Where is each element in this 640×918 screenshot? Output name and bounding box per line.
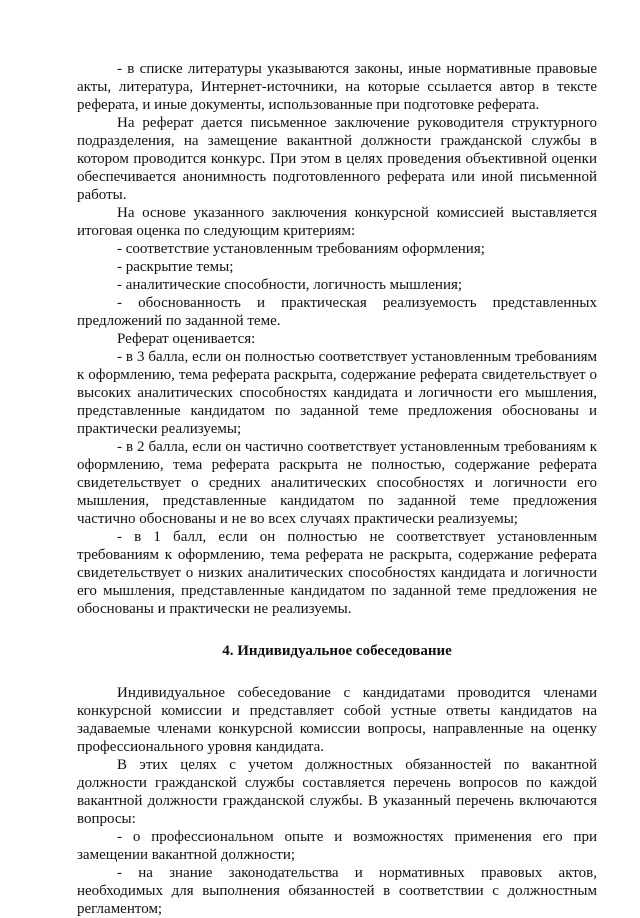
paragraph-literature-list: - в списке литературы указываются законы, иные нормативные правовые акты, литература, Интернет-источники, на которые ссылается автор в тексте реферата, и иные документы, использованные при подготовке реферата. <box>77 61 597 113</box>
question-professional-experience: - о профессиональном опыте и возможностях применения его при замещении вакантной должности; <box>77 829 597 863</box>
criterion-formatting: - соответствие установленным требованиям оформления; <box>117 241 485 257</box>
criterion-topic-disclosure: - раскрытие темы; <box>117 259 234 275</box>
criterion-proposals-feasibility: - обоснованность и практическая реализуемость представленных предложений по заданной теме. <box>77 295 597 329</box>
question-legislation-knowledge: - на знание законодательства и нормативных правовых актов, необходимых для выполнения обязанностей в соответствии с должностным регламентом; <box>77 865 597 917</box>
paragraph-essay-grading: Реферат оценивается: <box>117 331 256 347</box>
document-page <box>77 60 597 918</box>
grade-1-point: - в 1 балл, если он полностью не соответствует установленным требованиям к оформлению, тема реферата не раскрыта, содержание реферата свидетельствует о низких аналитических способностях кандидата и логичности его мышления, представленные кандидатом по заданной теме предложения не обоснованы и практически не реализуемы. <box>77 529 597 617</box>
grade-2-points: - в 2 балла, если он частично соответствует установленным требованиям к оформлению, тема реферата раскрыта не полностью, содержание реферата свидетельствует о средних аналитических способностях и логичности его мышления, представленные кандидатом по заданной теме предложения частично обоснованы и не во всех случаях практически реализуемы; <box>77 439 597 527</box>
paragraph-written-conclusion: На реферат дается письменное заключение руководителя структурного подразделения, на замещение вакантной должности гражданской службы в котором проводится конкурс. При этом в целях проведения объективной оценки обеспечивается анонимность подготовленного реферата или иной письменной работы. <box>77 115 597 203</box>
paragraph-question-list: В этих целях с учетом должностных обязанностей по вакантной должности гражданской службы составляется перечень вопросов по каждой вакантной должности гражданской службы. В указанный перечень включаются вопросы: <box>77 757 597 827</box>
grade-3-points: - в 3 балла, если он полностью соответствует установленным требованиям к оформлению, тема реферата раскрыта, содержание реферата свидетельствует о высоких аналитических способностях кандидата и логичности его мышления, представленные кандидатом по заданной теме предложения обоснованы и практически реализуемы; <box>77 349 597 437</box>
paragraph-interview-description: Индивидуальное собеседование с кандидатами проводится членами конкурсной комиссии и представляет собой устные ответы кандидатов на задаваемые членами конкурсной комиссии вопросы, направленные на оценку профессионального уровня кандидата. <box>77 685 597 755</box>
paragraph-final-assessment: На основе указанного заключения конкурсной комиссией выставляется итоговая оценка по следующим критериям: <box>77 205 597 239</box>
criterion-analytical-abilities: - аналитические способности, логичность мышления; <box>117 277 463 293</box>
section-heading: 4. Индивидуальное собеседование <box>222 643 452 659</box>
